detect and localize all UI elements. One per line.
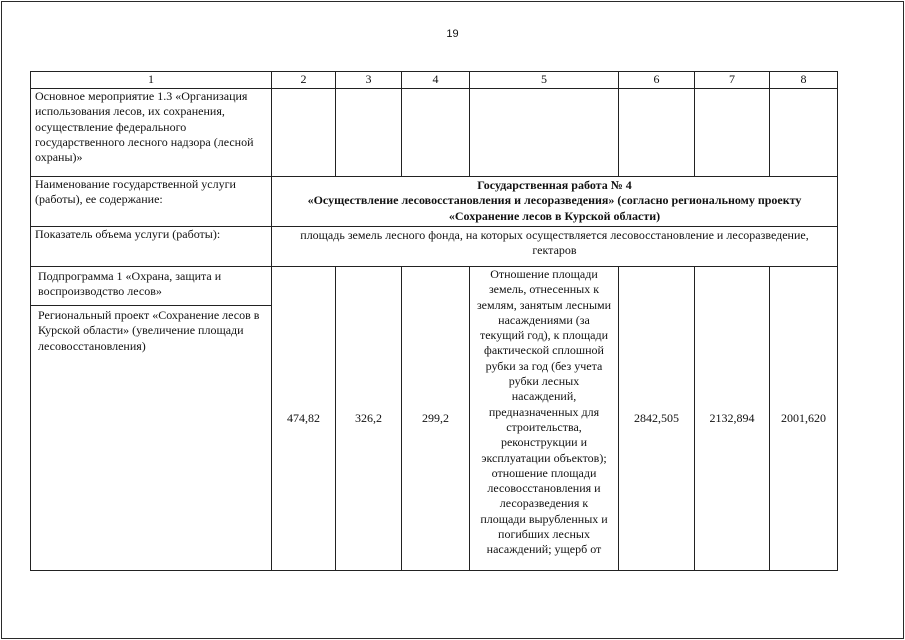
subprogram-cell xyxy=(31,267,272,571)
subprogram-name: Подпрограмма 1 «Охрана, защита и воспроизводство лесов» xyxy=(31,267,271,306)
service-title xyxy=(272,177,838,227)
header-row xyxy=(31,72,838,89)
empty-cell xyxy=(770,89,838,177)
service-title-line3: «Сохранение лесов в Курской области) xyxy=(448,208,661,223)
value-col4: 299,2 xyxy=(402,267,470,571)
header-cell: 3 xyxy=(336,72,402,89)
header-cell: 8 xyxy=(770,72,838,89)
header-cell: 6 xyxy=(619,72,695,89)
header-cell: 7 xyxy=(695,72,770,89)
indicator-value: площадь земель лесного фонда, на которых осуществляется лесовосстановление и лесоразведение, гектаров xyxy=(272,227,838,267)
value-col2: 474,82 xyxy=(272,267,336,571)
service-row xyxy=(31,177,838,227)
indicator-description: Отношение площади земель, отнесенных к землям, занятым лесными насаждениями (за текущий год), к площади фактической сплошной рубки за год (без учета рубки лесных насаждений, предназначенных для строительства, реконструкции и эксплуатации объектов); отношение площади лесовосстановления и лесоразведения к площади вырубленных и погибших лесных насаждений; ущерб от xyxy=(470,267,619,571)
empty-cell xyxy=(272,89,336,177)
value-col7: 2132,894 xyxy=(695,267,770,571)
header-cell: 5 xyxy=(470,72,619,89)
page-number: 19 xyxy=(446,28,459,40)
value-col6: 2842,505 xyxy=(619,267,695,571)
header-cell: 2 xyxy=(272,72,336,89)
activity-row xyxy=(31,89,838,177)
header-cell: 1 xyxy=(31,72,272,89)
service-label: Наименование государственной услуги (работы), ее содержание: xyxy=(31,177,272,227)
service-title-line1: Государственная работа № 4 xyxy=(477,178,632,192)
value-col3: 326,2 xyxy=(336,267,402,571)
service-title-line2: «Осуществление лесовосстановления и лесоразведения» (согласно региональному проекту xyxy=(307,193,802,208)
empty-cell xyxy=(695,89,770,177)
header-cell: 4 xyxy=(402,72,470,89)
subprogram-row xyxy=(31,267,838,571)
indicator-label: Показатель объема услуги (работы): xyxy=(31,227,272,267)
regional-project-name: Региональный проект «Сохранение лесов в Курской области» (увеличение площади лесовосстановления) xyxy=(38,308,260,353)
empty-cell xyxy=(619,89,695,177)
indicator-row xyxy=(31,227,838,267)
empty-cell xyxy=(336,89,402,177)
data-table xyxy=(30,71,838,571)
activity-name: Основное мероприятие 1.3 «Организация использования лесов, их сохранения, осуществление федерального государственного лесного надзора (лесной охраны)» xyxy=(31,89,272,177)
empty-cell xyxy=(470,89,619,177)
empty-cell xyxy=(402,89,470,177)
value-col8: 2001,620 xyxy=(770,267,838,571)
